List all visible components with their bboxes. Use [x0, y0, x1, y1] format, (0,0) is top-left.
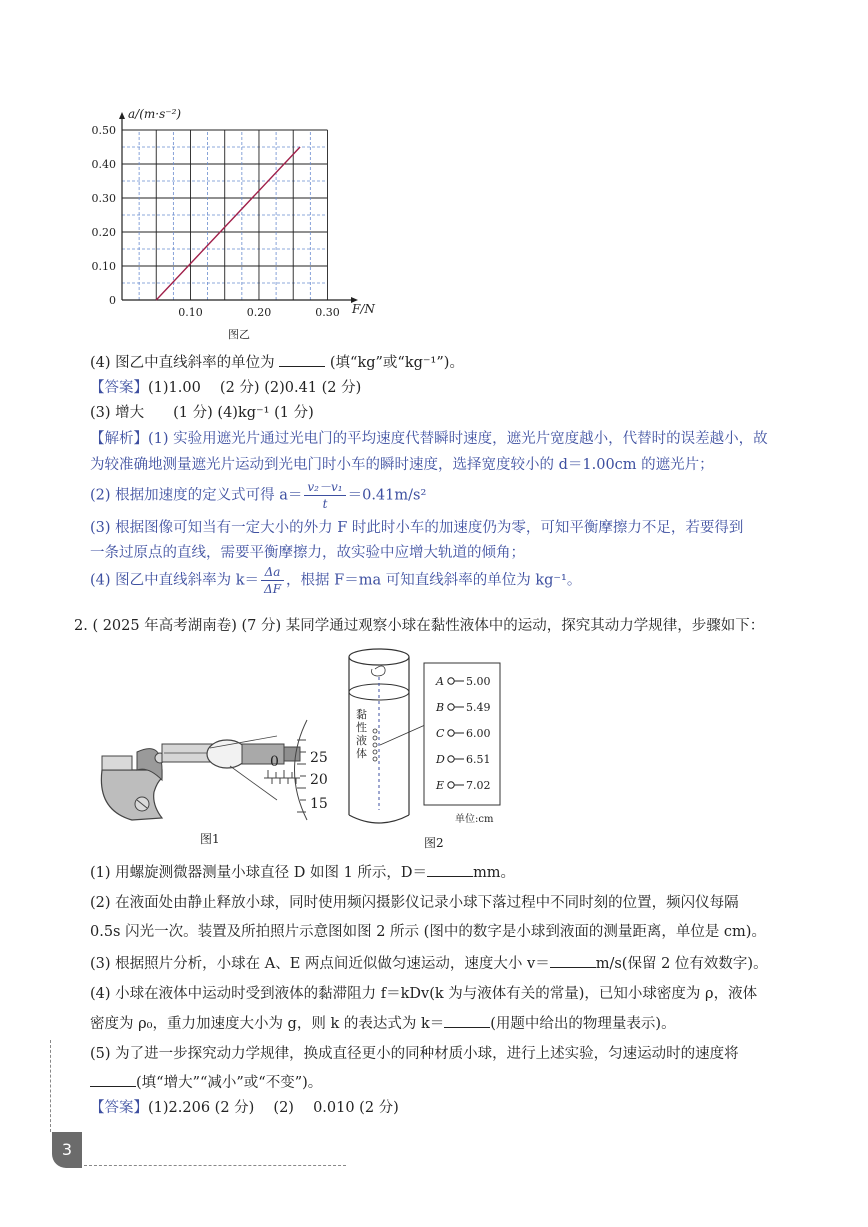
- fraction-numerator: v₂－v₁: [304, 479, 345, 496]
- fraction-velocity: [304, 479, 345, 512]
- step-4-line-2: [90, 1013, 676, 1034]
- answer-blank[interactable]: [444, 1013, 490, 1028]
- analysis-4a: (4) 图乙中直线斜率为 k＝: [90, 572, 260, 589]
- answer-text: (1)1.00 (2 分) (2)0.41 (2 分): [148, 380, 362, 396]
- step-1-text: (1) 用螺旋测微器测量小球直径 D 如图 1 所示，D＝: [90, 865, 428, 881]
- distance-value: 5.49: [466, 701, 491, 714]
- chart-axes: [119, 112, 358, 303]
- analysis-4b: ，根据 F＝ma 可知直线斜率的单位为 kg⁻¹。: [286, 572, 582, 589]
- analysis-line-2: 为较准确地测量遮光片运动到光电门时小车的瞬时速度，选择宽度较小的 d＝1.00cm 的遮光片；: [90, 457, 714, 473]
- x-tick-label: 0.10: [178, 306, 203, 319]
- unit-label: 单位:cm: [455, 814, 494, 825]
- step-3: [90, 953, 768, 974]
- analysis-line-3: [90, 479, 426, 513]
- distance-value: 7.02: [466, 779, 491, 792]
- footer-dashed-line: [84, 1165, 346, 1166]
- step-2-line-2: 0.5s 闪光一次。装置及所拍照片示意图如图 2 所示 (图中的数字是小球到液面的测量距离，单位是 cm)。: [90, 924, 766, 940]
- ball-position: [448, 782, 454, 788]
- thimble: [207, 740, 247, 768]
- ball-position: [448, 730, 454, 736]
- micrometer-figure: [92, 700, 342, 850]
- thimble-scale-label: 25: [310, 750, 328, 766]
- figure-1-caption: 图1: [200, 832, 220, 846]
- chart-x-axis-label: F/N: [352, 302, 375, 316]
- y-tick-label: 0.20: [91, 226, 116, 239]
- step-2-line-1: (2) 在液面处由静止释放小球，同时使用频闪摄影仪记录小球下落过程中不同时刻的位置，频闪仪每隔: [90, 895, 739, 911]
- chart-y-axis-label: a/(m·s⁻²): [128, 107, 182, 121]
- chart-grid: [122, 130, 327, 300]
- analysis-1a: (1) 实验用遮光片通过光电门的平均速度代替瞬时速度，遮光片宽度越小，代替时的误差越小，故: [148, 431, 768, 447]
- answer-1-line-1: [90, 378, 361, 398]
- chart-caption: 图乙: [228, 328, 250, 341]
- answer-text: (1)2.206 (2 分) (2) 0.010 (2 分): [148, 1100, 399, 1116]
- question-4: [90, 352, 464, 373]
- answer-1-line-2: (3) 增大 (1 分) (4)kg⁻¹ (1 分): [90, 405, 314, 421]
- step-5-hint: (填“增大”“减小”或“不变”)。: [136, 1075, 323, 1091]
- fraction-denominator: t: [322, 497, 328, 511]
- micrometer-frame: [101, 770, 162, 820]
- step-3-text: (3) 根据照片分析，小球在 A、E 两点间近似做匀速运动，速度大小 v＝: [90, 956, 550, 972]
- answer-label: 【答案】: [90, 380, 148, 396]
- ball-position: [448, 704, 454, 710]
- acceleration-force-chart: [80, 100, 380, 345]
- answer-blank[interactable]: [90, 1072, 136, 1087]
- cylinder-top: [349, 649, 409, 665]
- step-5-line-2: [90, 1072, 322, 1093]
- x-tick-label: 0.30: [315, 306, 340, 319]
- step-4-text: 密度为 ρ₀，重力加速度大小为 g，则 k 的表达式为 k＝: [90, 1016, 445, 1032]
- margin-dashed-line: [50, 1040, 51, 1132]
- y-tick-label: 0.40: [91, 158, 116, 171]
- step-3-unit: m/s(保留 2 位有效数字)。: [595, 956, 768, 972]
- analysis-line-6: [90, 564, 581, 598]
- step-1-unit: mm。: [473, 865, 516, 881]
- point-label: C: [436, 727, 445, 740]
- page-number: 3: [52, 1132, 82, 1168]
- anvil: [102, 756, 132, 770]
- analysis-label: 【解析】: [90, 431, 148, 447]
- answer-blank[interactable]: [279, 352, 325, 367]
- analysis-line-1: [90, 429, 768, 449]
- y-tick-label: 0.30: [91, 192, 116, 205]
- point-label: D: [436, 753, 445, 766]
- liquid-label: 黏性液体: [356, 708, 367, 760]
- distance-value: 5.00: [466, 675, 491, 688]
- distance-value: 6.00: [466, 727, 491, 740]
- point-label: B: [436, 701, 445, 714]
- step-4-hint: (用题中给出的物理量表示)。: [490, 1016, 676, 1032]
- step-5-line-1: (5) 为了进一步探究动力学规律，换成直径更小的同种材质小球，进行上述实验，匀速运动时的速度将: [90, 1046, 739, 1062]
- question-4-text: (4) 图乙中直线斜率的单位为: [90, 355, 275, 371]
- distance-value: 6.51: [466, 753, 491, 766]
- question-2-title: 2. ( 2025 年高考湖南卷) (7 分) 某同学通过观察小球在黏性液体中的运动，探究其动力学规律，步骤如下：: [74, 618, 765, 634]
- series-line: [156, 147, 300, 300]
- y-tick-label: 0: [109, 294, 116, 307]
- fraction-denominator: ΔF: [264, 582, 282, 596]
- step-1: [90, 862, 515, 883]
- step-4-line-1: (4) 小球在液体中运动时受到液体的黏滞阻力 f＝kDv(k 为与液体有关的常量)，已知小球密度为 ρ，液体: [90, 986, 758, 1002]
- fraction-slope: [261, 564, 284, 597]
- point-label: A: [436, 675, 444, 688]
- fraction-numerator: Δa: [261, 564, 284, 581]
- chart-ticks: [92, 124, 340, 319]
- answer-blank[interactable]: [427, 862, 473, 877]
- ball-position: [448, 756, 454, 762]
- question-4-hint: (填“kg”或“kg⁻¹”)。: [329, 355, 464, 371]
- analysis-2a: (2) 根据加速度的定义式可得 a＝: [90, 487, 303, 504]
- main-scale-label: 0: [270, 754, 279, 770]
- point-label: E: [436, 779, 445, 792]
- ball-position: [448, 678, 454, 684]
- answer-label: 【答案】: [90, 1100, 148, 1116]
- y-axis-arrow: [119, 112, 125, 119]
- x-tick-label: 0.20: [246, 306, 272, 319]
- y-tick-label: 0.50: [91, 124, 116, 137]
- analysis-line-5: 一条过原点的直线，需要平衡摩擦力，故实验中应增大轨道的倾角；: [90, 545, 525, 561]
- thimble-scale-label: 15: [310, 796, 328, 812]
- analysis-2b: ＝0.41m/s²: [347, 487, 427, 504]
- answer-blank[interactable]: [550, 953, 596, 968]
- chart-series: [156, 147, 300, 300]
- figure-2-caption: 图2: [424, 836, 444, 850]
- answer-2: [90, 1098, 399, 1118]
- y-tick-label: 0.10: [91, 260, 116, 273]
- thimble-scale-label: 20: [310, 772, 328, 788]
- analysis-line-4: (3) 根据图像可知当有一定大小的外力 F 时此时小车的加速度仍为零，可知平衡摩擦力不足，若要得到: [90, 520, 744, 536]
